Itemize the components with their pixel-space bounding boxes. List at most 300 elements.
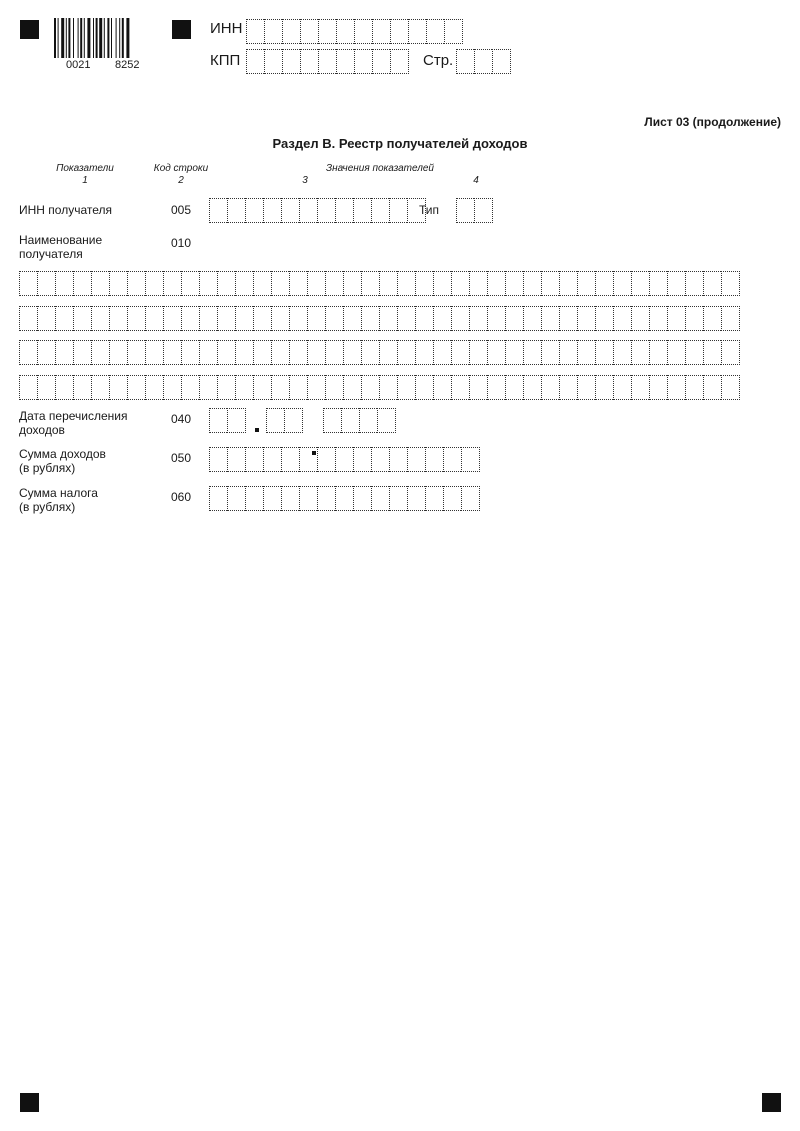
corner-marker-top-right: [172, 20, 191, 39]
input-cell[interactable]: [426, 19, 444, 44]
barcode-bar: [68, 18, 70, 58]
payment-date-day[interactable]: [209, 408, 246, 433]
input-cell[interactable]: [469, 271, 487, 296]
input-cell[interactable]: [361, 375, 379, 400]
input-cell[interactable]: [289, 306, 307, 331]
barcode-bar: [84, 18, 85, 58]
input-cell[interactable]: [397, 306, 415, 331]
input-cell[interactable]: [199, 271, 217, 296]
input-cell[interactable]: [323, 408, 341, 433]
input-cell[interactable]: [235, 340, 253, 365]
input-cell[interactable]: [341, 408, 359, 433]
input-cell[interactable]: [451, 271, 469, 296]
input-cell[interactable]: [631, 340, 649, 365]
input-cell[interactable]: [318, 19, 336, 44]
input-cell[interactable]: [451, 340, 469, 365]
recipient-inn-field[interactable]: [209, 198, 426, 223]
input-cell[interactable]: [613, 271, 631, 296]
input-cell[interactable]: [325, 306, 343, 331]
input-cell[interactable]: [253, 340, 271, 365]
barcode-bar: [78, 18, 79, 58]
input-cell[interactable]: [541, 306, 559, 331]
input-cell[interactable]: [281, 447, 299, 472]
payment-date-label-line1: Дата перечисления: [19, 409, 128, 423]
input-cell[interactable]: [271, 271, 289, 296]
input-cell[interactable]: [55, 375, 73, 400]
input-cell[interactable]: [408, 19, 426, 44]
input-cell[interactable]: [281, 486, 299, 511]
input-cell[interactable]: [281, 198, 299, 223]
input-cell[interactable]: [37, 306, 55, 331]
input-cell[interactable]: [73, 340, 91, 365]
input-cell[interactable]: [613, 340, 631, 365]
input-cell[interactable]: [559, 271, 577, 296]
input-cell[interactable]: [505, 375, 523, 400]
input-cell[interactable]: [379, 271, 397, 296]
input-cell[interactable]: [127, 271, 145, 296]
input-cell[interactable]: [649, 375, 667, 400]
input-cell[interactable]: [217, 375, 235, 400]
input-cell[interactable]: [318, 49, 336, 74]
input-cell[interactable]: [181, 340, 199, 365]
input-cell[interactable]: [487, 306, 505, 331]
input-cell[interactable]: [199, 375, 217, 400]
tax-amount-code: 060: [171, 490, 192, 504]
date-separator-1: [252, 408, 262, 431]
input-cell[interactable]: [425, 486, 443, 511]
input-cell[interactable]: [613, 375, 631, 400]
input-cell[interactable]: [667, 340, 685, 365]
input-cell[interactable]: [343, 340, 361, 365]
input-cell[interactable]: [353, 198, 371, 223]
input-cell[interactable]: [127, 306, 145, 331]
input-cell[interactable]: [461, 486, 480, 511]
payment-date-month[interactable]: [266, 408, 303, 433]
input-cell[interactable]: [451, 375, 469, 400]
input-cell[interactable]: [300, 19, 318, 44]
input-cell[interactable]: [217, 340, 235, 365]
barcode-bar: [107, 18, 109, 58]
input-cell[interactable]: [649, 340, 667, 365]
tax-amount-field[interactable]: [209, 486, 480, 511]
input-cell[interactable]: [379, 306, 397, 331]
input-cell[interactable]: [37, 271, 55, 296]
input-cell[interactable]: [371, 486, 389, 511]
input-cell[interactable]: [354, 19, 372, 44]
input-cell[interactable]: [377, 408, 396, 433]
input-cell[interactable]: [263, 486, 281, 511]
input-cell[interactable]: [559, 340, 577, 365]
input-cell[interactable]: [209, 447, 227, 472]
input-cell[interactable]: [227, 408, 246, 433]
input-cell[interactable]: [541, 340, 559, 365]
column-3-name: Значения показателей: [325, 163, 434, 174]
column-1-name: Показатели: [56, 163, 114, 174]
input-cell[interactable]: [492, 49, 511, 74]
input-cell[interactable]: [335, 198, 353, 223]
input-cell[interactable]: [703, 271, 721, 296]
input-cell[interactable]: [523, 375, 541, 400]
input-cell[interactable]: [343, 375, 361, 400]
input-cell[interactable]: [163, 306, 181, 331]
input-cell[interactable]: [685, 340, 703, 365]
input-cell[interactable]: [433, 306, 451, 331]
input-cell[interactable]: [415, 340, 433, 365]
recipient-inn-label: ИНН получателя: [19, 203, 112, 217]
column-3-number: 3: [302, 175, 308, 186]
input-cell[interactable]: [299, 198, 317, 223]
input-cell[interactable]: [109, 306, 127, 331]
input-cell[interactable]: [667, 375, 685, 400]
barcode-bar: [116, 18, 117, 58]
input-cell[interactable]: [181, 271, 199, 296]
input-cell[interactable]: [55, 306, 73, 331]
input-cell[interactable]: [55, 340, 73, 365]
input-cell[interactable]: [361, 306, 379, 331]
barcode-bar: [104, 18, 105, 58]
input-cell[interactable]: [353, 486, 371, 511]
input-cell[interactable]: [91, 271, 109, 296]
input-cell[interactable]: [235, 375, 253, 400]
input-cell[interactable]: [505, 306, 523, 331]
input-cell[interactable]: [721, 271, 740, 296]
input-cell[interactable]: [91, 306, 109, 331]
corner-marker-top-left: [20, 20, 39, 39]
input-cell[interactable]: [444, 19, 463, 44]
input-cell[interactable]: [397, 340, 415, 365]
recipient-name-label-line1: Наименование: [19, 233, 103, 247]
input-cell[interactable]: [209, 408, 227, 433]
input-cell[interactable]: [343, 271, 361, 296]
input-cell[interactable]: [379, 375, 397, 400]
input-cell[interactable]: [685, 375, 703, 400]
inn-field[interactable]: [246, 19, 463, 44]
input-cell[interactable]: [487, 271, 505, 296]
input-cell[interactable]: [299, 447, 317, 472]
input-cell[interactable]: [372, 49, 390, 74]
input-cell[interactable]: [55, 271, 73, 296]
input-cell[interactable]: [577, 340, 595, 365]
input-cell[interactable]: [456, 198, 474, 223]
input-cell[interactable]: [245, 198, 263, 223]
income-amount-field[interactable]: [209, 447, 480, 472]
input-cell[interactable]: [523, 340, 541, 365]
section-title: Раздел В. Реестр получателей доходов: [272, 136, 528, 151]
input-cell[interactable]: [390, 19, 408, 44]
tax-amount-label: [19, 486, 98, 514]
input-cell[interactable]: [307, 271, 325, 296]
input-cell[interactable]: [37, 340, 55, 365]
input-cell[interactable]: [456, 49, 474, 74]
input-cell[interactable]: [335, 486, 353, 511]
input-cell[interactable]: [245, 447, 263, 472]
input-cell[interactable]: [109, 340, 127, 365]
column-2-name: Код строки: [153, 163, 209, 174]
page-number-field[interactable]: [456, 49, 511, 74]
input-cell[interactable]: [19, 306, 37, 331]
input-cell[interactable]: [595, 340, 613, 365]
input-cell[interactable]: [487, 340, 505, 365]
income-amount-label-line1: Сумма доходов: [19, 447, 106, 461]
input-cell[interactable]: [19, 271, 37, 296]
input-cell[interactable]: [703, 375, 721, 400]
input-cell[interactable]: [397, 271, 415, 296]
input-cell[interactable]: [361, 271, 379, 296]
recipient-name-line-2[interactable]: [19, 306, 740, 331]
input-cell[interactable]: [145, 271, 163, 296]
input-cell[interactable]: [271, 340, 289, 365]
input-cell[interactable]: [73, 375, 91, 400]
input-cell[interactable]: [415, 271, 433, 296]
input-cell[interactable]: [199, 340, 217, 365]
input-cell[interactable]: [271, 306, 289, 331]
input-cell[interactable]: [667, 271, 685, 296]
barcode-bar: [99, 18, 102, 58]
input-cell[interactable]: [37, 375, 55, 400]
input-cell[interactable]: [721, 306, 740, 331]
payment-date-label-line2: доходов: [19, 423, 65, 437]
input-cell[interactable]: [433, 271, 451, 296]
input-cell[interactable]: [390, 49, 409, 74]
input-cell[interactable]: [263, 447, 281, 472]
input-cell[interactable]: [181, 375, 199, 400]
input-cell[interactable]: [91, 340, 109, 365]
input-cell[interactable]: [145, 375, 163, 400]
input-cell[interactable]: [451, 306, 469, 331]
payment-date-code: 040: [171, 412, 192, 426]
input-cell[interactable]: [289, 340, 307, 365]
input-cell[interactable]: [631, 375, 649, 400]
input-cell[interactable]: [307, 340, 325, 365]
input-cell[interactable]: [325, 271, 343, 296]
input-cell[interactable]: [317, 447, 335, 472]
input-cell[interactable]: [559, 375, 577, 400]
input-cell[interactable]: [703, 340, 721, 365]
type-field[interactable]: [456, 198, 493, 223]
input-cell[interactable]: [541, 375, 559, 400]
input-cell[interactable]: [469, 340, 487, 365]
payment-date-label: [19, 409, 128, 437]
input-cell[interactable]: [469, 375, 487, 400]
barcode-bar: [96, 18, 98, 58]
input-cell[interactable]: [336, 49, 354, 74]
input-cell[interactable]: [235, 306, 253, 331]
barcode-number-right: 8252: [115, 59, 140, 71]
page-label: Стр.: [423, 52, 454, 69]
input-cell[interactable]: [299, 486, 317, 511]
input-cell[interactable]: [433, 375, 451, 400]
input-cell[interactable]: [307, 306, 325, 331]
input-cell[interactable]: [145, 306, 163, 331]
input-cell[interactable]: [461, 447, 480, 472]
recipient-name-line-4[interactable]: [19, 375, 740, 400]
input-cell[interactable]: [163, 375, 181, 400]
input-cell[interactable]: [397, 375, 415, 400]
input-cell[interactable]: [91, 375, 109, 400]
input-cell[interactable]: [325, 375, 343, 400]
input-cell[interactable]: [379, 340, 397, 365]
input-cell[interactable]: [703, 306, 721, 331]
input-cell[interactable]: [353, 447, 371, 472]
input-cell[interactable]: [595, 375, 613, 400]
barcode-bar: [73, 18, 74, 58]
column-2-number: 2: [178, 175, 184, 186]
input-cell[interactable]: [227, 486, 245, 511]
input-cell[interactable]: [181, 306, 199, 331]
input-cell[interactable]: [595, 306, 613, 331]
input-cell[interactable]: [577, 375, 595, 400]
input-cell[interactable]: [354, 49, 372, 74]
income-amount-label-line2: (в рублях): [19, 461, 76, 475]
input-cell[interactable]: [425, 447, 443, 472]
input-cell[interactable]: [433, 340, 451, 365]
input-cell[interactable]: [649, 271, 667, 296]
input-cell[interactable]: [19, 375, 37, 400]
input-cell[interactable]: [541, 271, 559, 296]
input-cell[interactable]: [282, 19, 300, 44]
input-cell[interactable]: [227, 198, 245, 223]
input-cell[interactable]: [523, 306, 541, 331]
input-cell[interactable]: [523, 271, 541, 296]
input-cell[interactable]: [217, 271, 235, 296]
input-cell[interactable]: [649, 306, 667, 331]
input-cell[interactable]: [284, 408, 303, 433]
input-cell[interactable]: [127, 340, 145, 365]
input-cell[interactable]: [474, 198, 493, 223]
input-cell[interactable]: [343, 306, 361, 331]
input-cell[interactable]: [245, 486, 263, 511]
input-cell[interactable]: [199, 306, 217, 331]
input-cell[interactable]: [613, 306, 631, 331]
type-label: Тип: [419, 203, 440, 217]
input-cell[interactable]: [361, 340, 379, 365]
input-cell[interactable]: [145, 340, 163, 365]
input-cell[interactable]: [685, 306, 703, 331]
input-cell[interactable]: [300, 49, 318, 74]
input-cell[interactable]: [282, 49, 300, 74]
input-cell[interactable]: [474, 49, 492, 74]
input-cell[interactable]: [407, 447, 425, 472]
input-cell[interactable]: [263, 198, 281, 223]
input-cell[interactable]: [577, 306, 595, 331]
input-cell[interactable]: [109, 375, 127, 400]
payment-date-year[interactable]: [323, 408, 396, 433]
input-cell[interactable]: [264, 49, 282, 74]
input-cell[interactable]: [127, 375, 145, 400]
barcode-bar: [80, 18, 82, 58]
kpp-field[interactable]: [246, 49, 409, 74]
input-cell[interactable]: [389, 198, 407, 223]
input-cell[interactable]: [73, 306, 91, 331]
input-cell[interactable]: [246, 19, 264, 44]
input-cell[interactable]: [271, 375, 289, 400]
input-cell[interactable]: [235, 271, 253, 296]
column-header-1: [40, 163, 130, 187]
recipient-name-line-3[interactable]: [19, 340, 740, 365]
input-cell[interactable]: [721, 340, 740, 365]
input-cell[interactable]: [227, 447, 245, 472]
column-4-number: 4: [473, 175, 479, 186]
input-cell[interactable]: [487, 375, 505, 400]
input-cell[interactable]: [266, 408, 284, 433]
corner-marker-bottom-right: [762, 1093, 781, 1112]
input-cell[interactable]: [559, 306, 577, 331]
input-cell[interactable]: [317, 486, 335, 511]
input-cell[interactable]: [163, 340, 181, 365]
input-cell[interactable]: [289, 271, 307, 296]
input-cell[interactable]: [631, 306, 649, 331]
input-cell[interactable]: [109, 271, 127, 296]
income-amount-label: [19, 447, 106, 475]
barcode-bar: [122, 18, 124, 58]
input-cell[interactable]: [443, 447, 461, 472]
input-cell[interactable]: [317, 198, 335, 223]
input-cell[interactable]: [325, 340, 343, 365]
input-cell[interactable]: [407, 486, 425, 511]
input-cell[interactable]: [253, 271, 271, 296]
sheet-title: Лист 03 (продолжение): [644, 115, 781, 129]
income-amount-code: 050: [171, 451, 192, 465]
recipient-name-line-1[interactable]: [19, 271, 740, 296]
input-cell[interactable]: [307, 375, 325, 400]
column-1-number: 1: [82, 175, 88, 186]
input-cell[interactable]: [577, 271, 595, 296]
barcode-number-left: 0021: [66, 59, 91, 71]
input-cell[interactable]: [389, 447, 407, 472]
barcode-bar: [126, 18, 129, 58]
input-cell[interactable]: [163, 271, 181, 296]
input-cell[interactable]: [217, 306, 235, 331]
barcode-bar: [58, 18, 59, 58]
input-cell[interactable]: [631, 271, 649, 296]
input-cell[interactable]: [667, 306, 685, 331]
inn-label: ИНН: [210, 20, 243, 37]
input-cell[interactable]: [264, 19, 282, 44]
input-cell[interactable]: [469, 306, 487, 331]
input-cell[interactable]: [505, 271, 523, 296]
recipient-name-label-line2: получателя: [19, 247, 83, 261]
input-cell[interactable]: [372, 19, 390, 44]
input-cell[interactable]: [19, 340, 37, 365]
input-cell[interactable]: [595, 271, 613, 296]
input-cell[interactable]: [685, 271, 703, 296]
input-cell[interactable]: [336, 19, 354, 44]
input-cell[interactable]: [415, 375, 433, 400]
input-cell[interactable]: [505, 340, 523, 365]
input-cell[interactable]: [389, 486, 407, 511]
kpp-label: КПП: [210, 52, 241, 69]
input-cell[interactable]: [721, 375, 740, 400]
recipient-inn-code: 005: [171, 203, 192, 217]
recipient-name-code: 010: [171, 236, 192, 250]
input-cell[interactable]: [335, 447, 353, 472]
input-cell[interactable]: [253, 306, 271, 331]
input-cell[interactable]: [371, 447, 389, 472]
input-cell[interactable]: [209, 486, 227, 511]
input-cell[interactable]: [415, 306, 433, 331]
input-cell[interactable]: [289, 375, 307, 400]
input-cell[interactable]: [73, 271, 91, 296]
input-cell[interactable]: [371, 198, 389, 223]
input-cell[interactable]: [253, 375, 271, 400]
barcode-bar: [111, 18, 112, 58]
input-cell[interactable]: [209, 198, 227, 223]
input-cell[interactable]: [443, 486, 461, 511]
barcode-bar: [119, 18, 120, 58]
input-cell[interactable]: [359, 408, 377, 433]
input-cell[interactable]: [246, 49, 264, 74]
recipient-name-label: [19, 233, 102, 261]
